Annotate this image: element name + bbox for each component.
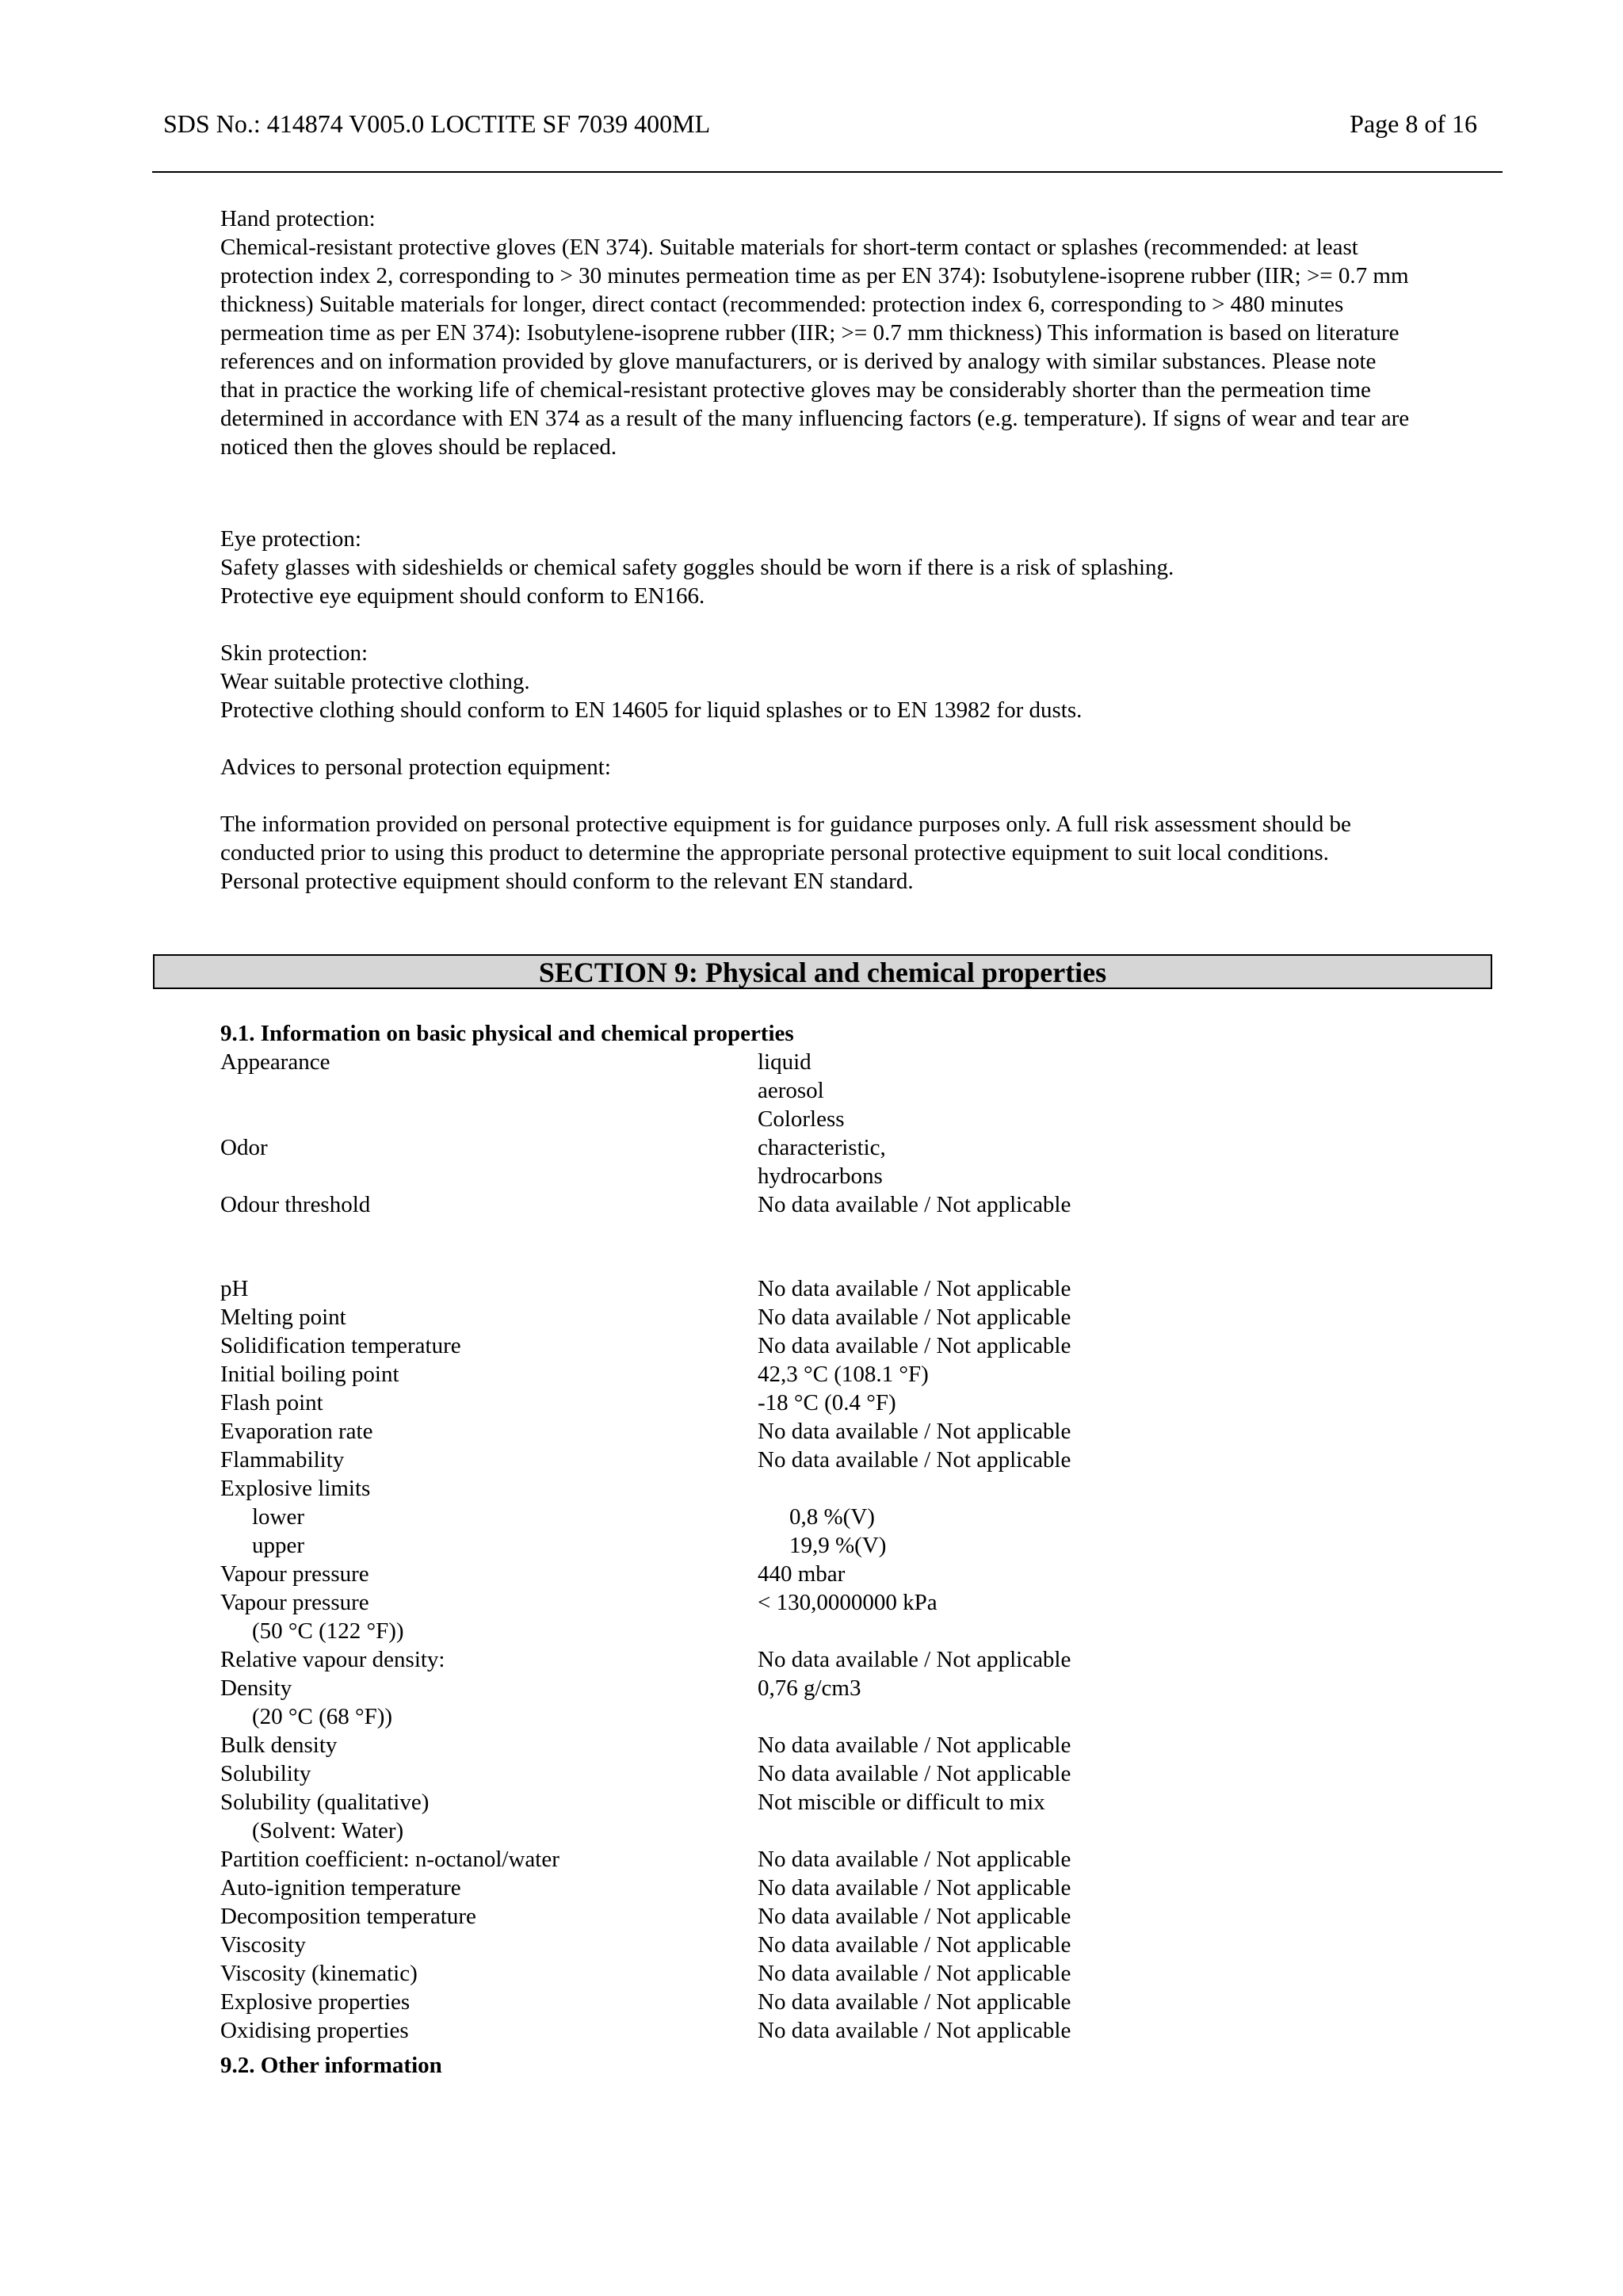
property-value: No data available / Not applicable bbox=[758, 1419, 1071, 1444]
property-row bbox=[220, 1817, 1488, 1845]
property-value: 0,8 %(V) bbox=[789, 1504, 875, 1530]
text-line: protection index 2, corresponding to > 30 minutes permeation time as per EN 374): Isobutylene-isoprene rubber (IIR; >= 0.7 mm bbox=[220, 263, 1409, 288]
property-row bbox=[220, 1474, 1488, 1503]
property-label: Oxidising properties bbox=[220, 2018, 409, 2043]
text-line: Chemical-resistant protective gloves (EN 374). Suitable materials for short-term contact or splashes (recommended: at least bbox=[220, 235, 1358, 260]
text-line: Protective eye equipment should conform to EN166. bbox=[220, 583, 705, 609]
property-row bbox=[220, 1845, 1488, 1874]
property-row bbox=[220, 1874, 1488, 1902]
property-row bbox=[220, 1190, 1488, 1219]
property-row bbox=[220, 1446, 1488, 1474]
text-line: permeation time as per EN 374): Isobutylene-isoprene rubber (IIR; >= 0.7 mm thickness) This information is based on literature bbox=[220, 320, 1400, 346]
properties-table bbox=[220, 1019, 1488, 2045]
property-row bbox=[220, 1531, 1488, 1560]
property-label: Auto-ignition temperature bbox=[220, 1875, 461, 1901]
text-line: that in practice the working life of chemical-resistant protective gloves may be considerably shorter than the permeation time bbox=[220, 377, 1371, 403]
property-row bbox=[220, 1759, 1488, 1788]
property-label: Density bbox=[220, 1675, 292, 1701]
property-label: pH bbox=[220, 1276, 249, 1301]
property-label: Flammability bbox=[220, 1447, 345, 1473]
property-value: No data available / Not applicable bbox=[758, 1305, 1071, 1330]
property-label: (50 °C (122 °F)) bbox=[252, 1618, 404, 1644]
property-value: hydrocarbons bbox=[758, 1163, 883, 1189]
property-label: Bulk density bbox=[220, 1733, 338, 1758]
property-row bbox=[220, 1959, 1488, 1988]
page-number: Page 8 of 16 bbox=[1350, 109, 1477, 138]
property-label: Solidification temperature bbox=[220, 1333, 461, 1358]
property-row bbox=[220, 1105, 1488, 1133]
property-value: No data available / Not applicable bbox=[758, 1447, 1071, 1473]
property-label: Evaporation rate bbox=[220, 1419, 373, 1444]
property-label: Melting point bbox=[220, 1305, 346, 1330]
document-id: SDS No.: 414874 V005.0 LOCTITE SF 7039 400ML bbox=[163, 109, 711, 138]
property-value: < 130,0000000 kPa bbox=[758, 1590, 938, 1615]
property-row bbox=[220, 1902, 1488, 1931]
property-value: characteristic, bbox=[758, 1135, 886, 1160]
section-9-heading: SECTION 9: Physical and chemical properties bbox=[153, 954, 1492, 989]
text-line: Wear suitable protective clothing. bbox=[220, 669, 530, 694]
property-label bbox=[220, 1105, 758, 1133]
property-label: Viscosity bbox=[220, 1932, 306, 1958]
property-row bbox=[220, 1645, 1488, 1674]
property-label: lower bbox=[252, 1504, 305, 1530]
property-value: 0,76 g/cm3 bbox=[758, 1675, 861, 1701]
page-header bbox=[163, 108, 1477, 139]
text-line: Protective clothing should conform to EN 14605 for liquid splashes or to EN 13982 for dusts. bbox=[220, 697, 1083, 723]
property-label bbox=[220, 1076, 758, 1105]
property-label: (20 °C (68 °F)) bbox=[252, 1704, 393, 1729]
property-row bbox=[220, 1503, 1488, 1531]
property-row bbox=[220, 1588, 1488, 1617]
property-row bbox=[220, 1274, 1488, 1303]
property-value: No data available / Not applicable bbox=[758, 1904, 1071, 1929]
property-value: 440 mbar bbox=[758, 1561, 846, 1587]
text-line: conducted prior to using this product to determine the appropriate personal protective equipment to suit local conditions. bbox=[220, 840, 1329, 865]
property-row bbox=[220, 1331, 1488, 1360]
text-line: Personal protective equipment should conform to the relevant EN standard. bbox=[220, 869, 914, 894]
text-line: noticed then the gloves should be replaced. bbox=[220, 434, 617, 460]
property-value: Colorless bbox=[758, 1106, 845, 1132]
property-value: aerosol bbox=[758, 1078, 824, 1103]
property-value: No data available / Not applicable bbox=[758, 1989, 1071, 2015]
property-label: (Solvent: Water) bbox=[252, 1818, 404, 1843]
property-value: No data available / Not applicable bbox=[758, 1875, 1071, 1901]
property-value bbox=[789, 1617, 1488, 1645]
subsection-heading: 9.1. Information on basic physical and chemical properties bbox=[220, 1021, 794, 1046]
property-row bbox=[220, 1417, 1488, 1446]
property-value: No data available / Not applicable bbox=[758, 1733, 1071, 1758]
property-value: No data available / Not applicable bbox=[758, 1932, 1071, 1958]
skin-protection-title: Skin protection: bbox=[220, 640, 369, 666]
property-row bbox=[220, 1731, 1488, 1759]
property-label: Odor bbox=[220, 1135, 268, 1160]
property-row bbox=[220, 1988, 1488, 2016]
property-label: Solubility (qualitative) bbox=[220, 1790, 430, 1815]
property-row bbox=[220, 1617, 1488, 1645]
property-row bbox=[220, 1702, 1488, 1731]
property-row bbox=[220, 1560, 1488, 1588]
property-label: Solubility bbox=[220, 1761, 311, 1786]
property-value bbox=[789, 1702, 1488, 1731]
property-value: 19,9 %(V) bbox=[789, 1533, 887, 1558]
property-value: No data available / Not applicable bbox=[758, 1192, 1071, 1217]
text-line: The information provided on personal protective equipment is for guidance purposes only. A full risk assessment should be bbox=[220, 812, 1351, 837]
property-label: Relative vapour density: bbox=[220, 1647, 445, 1672]
advices-title: Advices to personal protection equipment: bbox=[220, 755, 611, 780]
property-value: No data available / Not applicable bbox=[758, 1276, 1071, 1301]
property-value: No data available / Not applicable bbox=[758, 1333, 1071, 1358]
eye-protection-title: Eye protection: bbox=[220, 526, 361, 552]
property-value: 42,3 °C (108.1 °F) bbox=[758, 1362, 929, 1387]
property-row bbox=[220, 1788, 1488, 1817]
property-row bbox=[220, 1674, 1488, 1702]
property-label bbox=[220, 1162, 758, 1190]
property-label: Initial boiling point bbox=[220, 1362, 399, 1387]
property-row bbox=[220, 1931, 1488, 1959]
property-row bbox=[220, 1076, 1488, 1105]
property-row bbox=[220, 2016, 1488, 2045]
property-value: No data available / Not applicable bbox=[758, 1761, 1071, 1786]
property-value: No data available / Not applicable bbox=[758, 1961, 1071, 1986]
property-value bbox=[758, 1474, 1488, 1503]
property-value: -18 °C (0.4 °F) bbox=[758, 1390, 896, 1415]
property-label: Explosive properties bbox=[220, 1989, 411, 2015]
text-line: references and on information provided by glove manufacturers, or is derived by analogy with similar substances. Please note bbox=[220, 349, 1377, 374]
header-divider bbox=[152, 171, 1503, 173]
text-line: thickness) Suitable materials for longer, direct contact (recommended: protection index 6, corresponding to > 480 minutes bbox=[220, 292, 1344, 317]
property-value: liquid bbox=[758, 1049, 812, 1075]
property-row bbox=[220, 1133, 1488, 1162]
property-label: Viscosity (kinematic) bbox=[220, 1961, 418, 1986]
property-label: Vapour pressure bbox=[220, 1561, 369, 1587]
property-label: Vapour pressure bbox=[220, 1590, 369, 1615]
property-value: No data available / Not applicable bbox=[758, 2018, 1071, 2043]
property-row bbox=[220, 1162, 1488, 1190]
property-value: No data available / Not applicable bbox=[758, 1647, 1071, 1672]
hand-protection-text bbox=[220, 233, 1488, 461]
other-information-heading: 9.2. Other information bbox=[220, 2053, 442, 2078]
property-row bbox=[220, 1303, 1488, 1331]
property-label: Flash point bbox=[220, 1390, 323, 1415]
protection-content bbox=[220, 204, 1488, 896]
property-value bbox=[789, 1817, 1488, 1845]
property-row bbox=[220, 1048, 1488, 1076]
property-value: Not miscible or difficult to mix bbox=[758, 1790, 1045, 1815]
property-row bbox=[220, 1389, 1488, 1417]
text-line: Safety glasses with sideshields or chemical safety goggles should be worn if there is a risk of splashing. bbox=[220, 555, 1174, 580]
property-label: Partition coefficient: n-octanol/water bbox=[220, 1847, 559, 1872]
property-label: Appearance bbox=[220, 1049, 330, 1075]
property-row bbox=[220, 1360, 1488, 1389]
property-label: Odour threshold bbox=[220, 1192, 371, 1217]
hand-protection-title: Hand protection: bbox=[220, 206, 376, 231]
property-label: upper bbox=[252, 1533, 305, 1558]
property-value: No data available / Not applicable bbox=[758, 1847, 1071, 1872]
property-label: Decomposition temperature bbox=[220, 1904, 476, 1929]
text-line: determined in accordance with EN 374 as a result of the many influencing factors (e.g. temperature). If signs of wear and tear are bbox=[220, 406, 1410, 431]
property-label: Explosive limits bbox=[220, 1476, 371, 1501]
